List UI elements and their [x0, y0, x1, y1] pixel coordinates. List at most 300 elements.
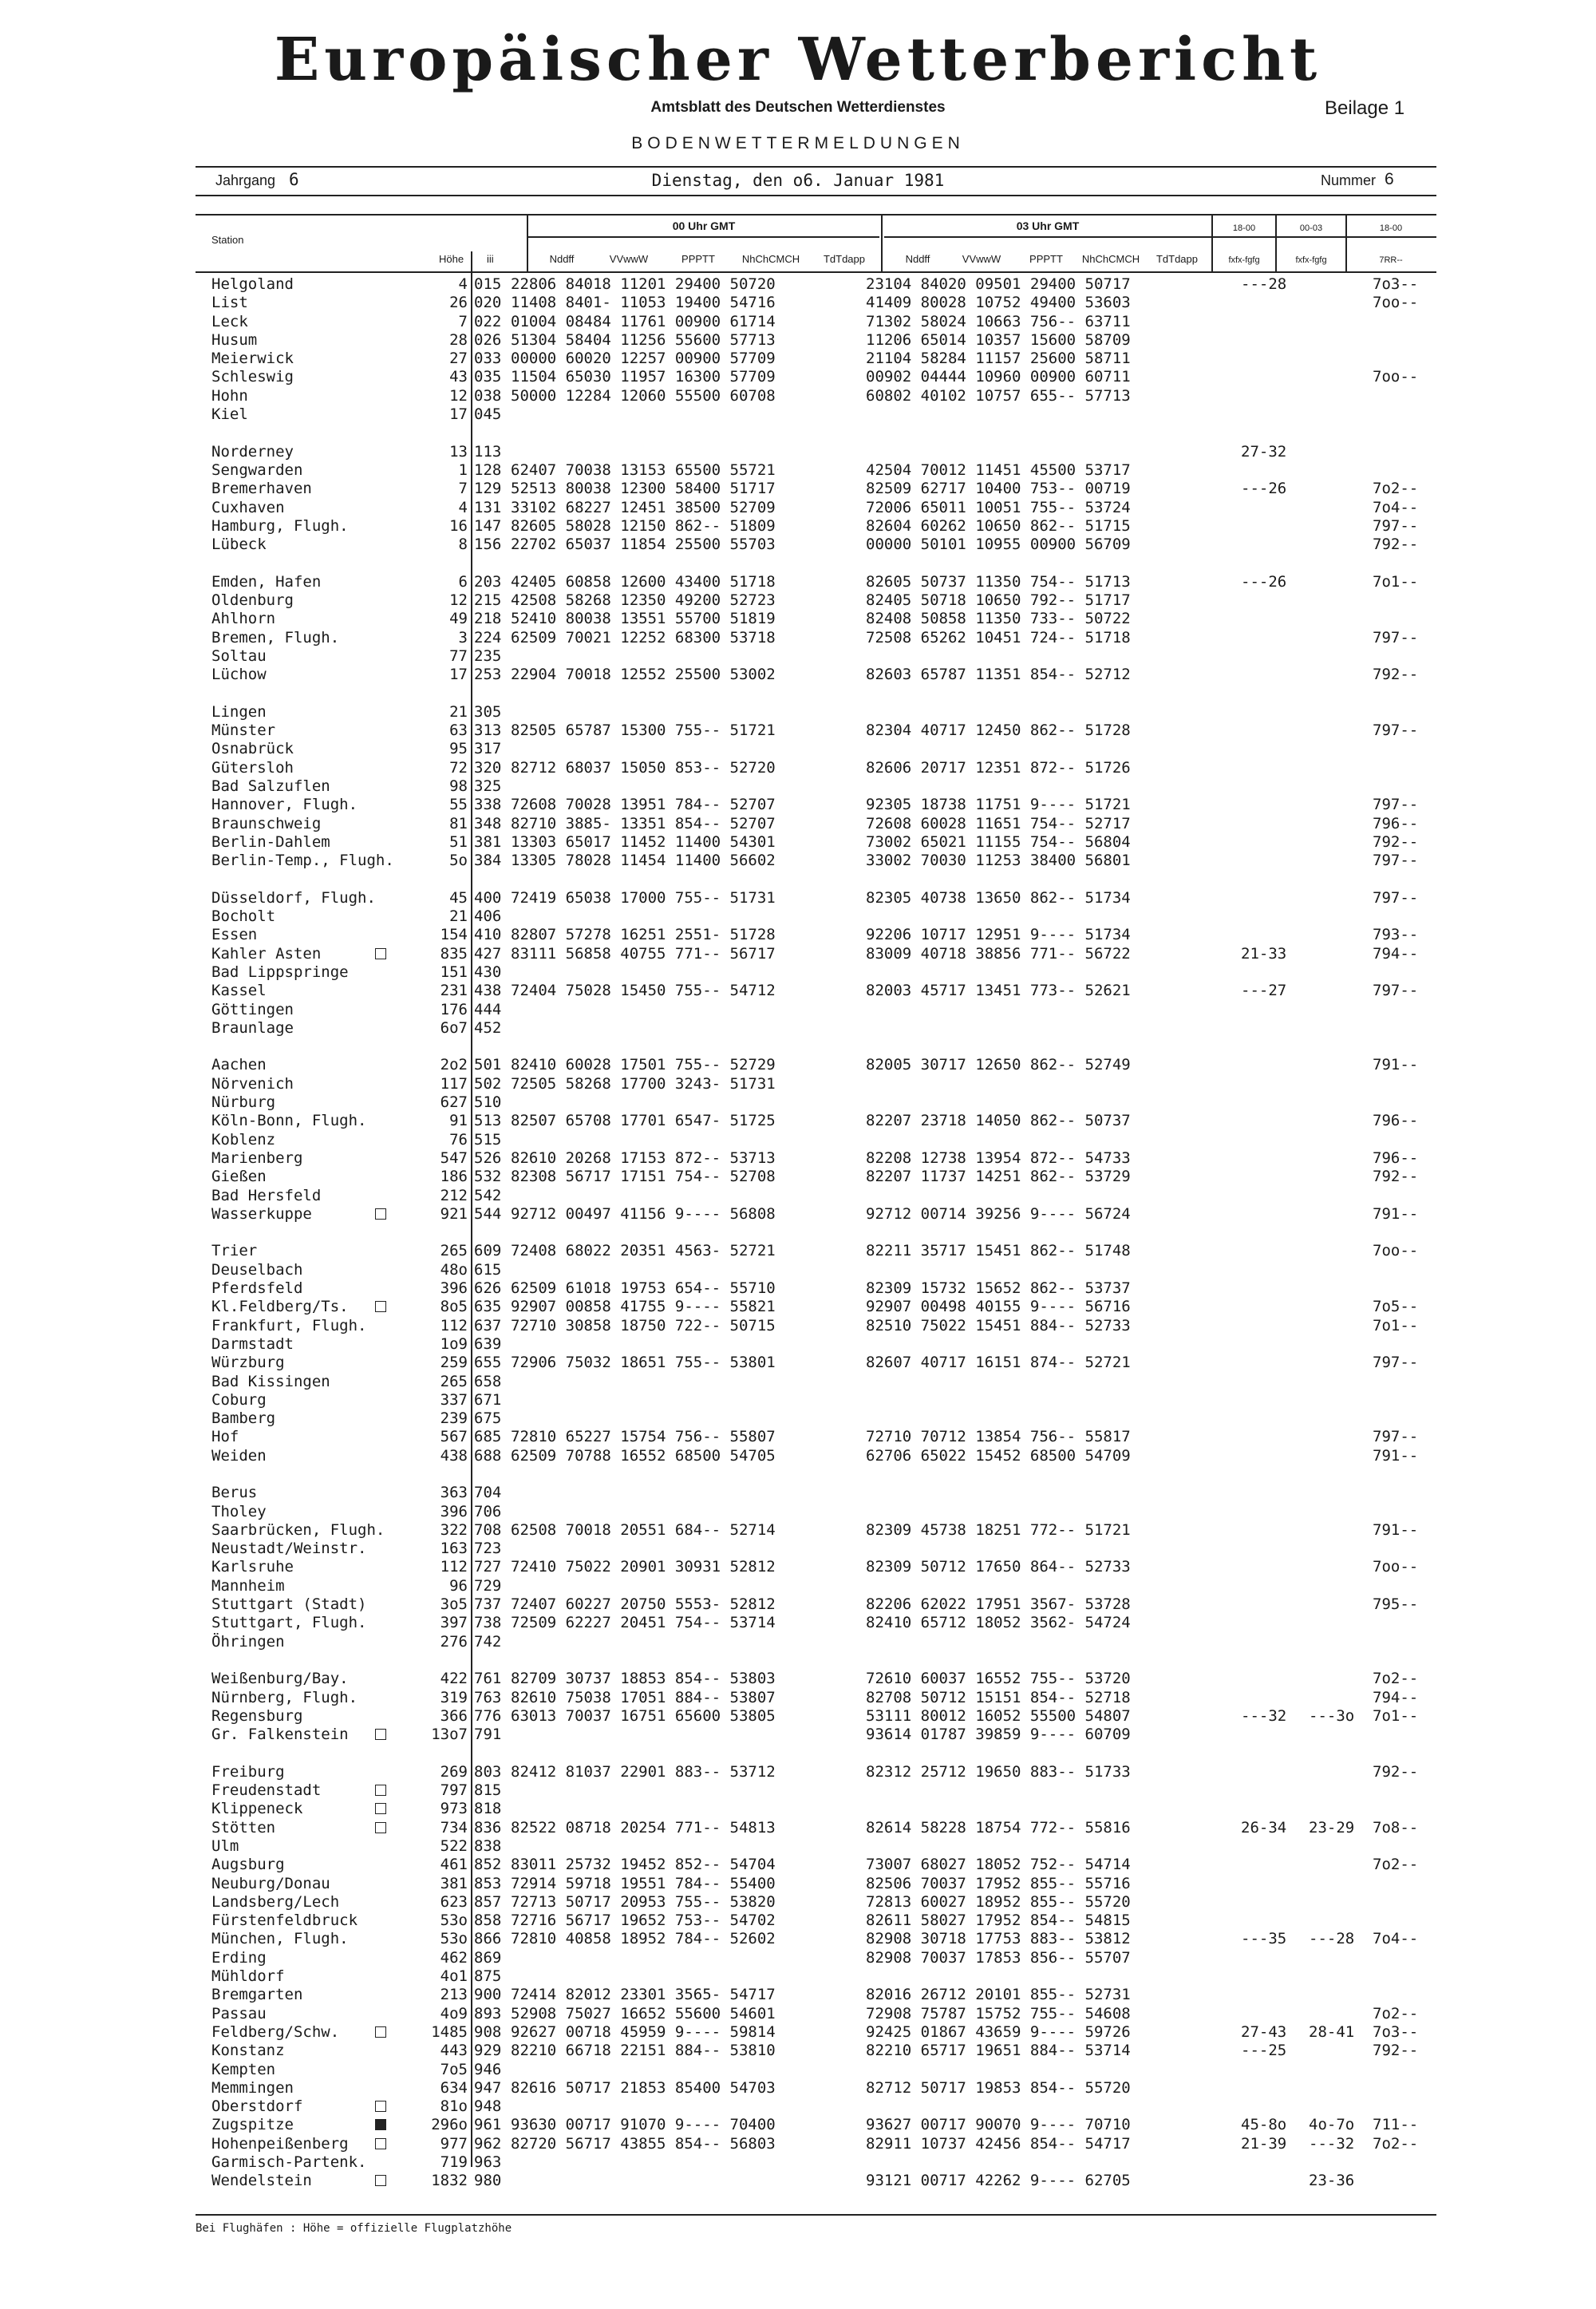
station-name: Kl.Feldberg/Ts.: [211, 1298, 349, 1316]
group-spacer: [0, 1465, 1596, 1484]
mountain-station-square-icon: [375, 1301, 386, 1312]
table-row: [0, 1595, 1596, 1614]
station-name: Pferdsfeld: [211, 1279, 303, 1298]
mountain-station-square-icon: [375, 948, 386, 959]
station-index: 635: [474, 1298, 502, 1316]
station-height: 55: [449, 796, 468, 814]
obs-03: 82408 50858 11350 733-- 50722: [866, 610, 1131, 628]
table-row: [0, 331, 1596, 350]
table-row: [0, 1279, 1596, 1298]
table-row: [0, 796, 1596, 814]
obs-00: 72716 56717 19652 753-- 54702: [511, 1912, 776, 1930]
station-index: 900: [474, 1986, 502, 2004]
extra-gust-00: ---28: [1309, 1930, 1355, 1948]
obs-03: 82614 58228 18754 772-- 55816: [866, 1818, 1131, 1837]
obs-03: 71302 58024 10663 756-- 63711: [866, 312, 1131, 330]
obs-00: 22806 84018 11201 29400 50720: [511, 275, 776, 293]
station-name: Osnabrück: [211, 740, 294, 758]
station-height: 81o: [440, 2097, 468, 2116]
station-name: Bocholt: [211, 907, 276, 926]
station-height: 269: [440, 1762, 468, 1781]
table-row: [0, 722, 1596, 740]
station-index: 513: [474, 1112, 502, 1130]
station-height: 163: [440, 1540, 468, 1558]
station-height: 95: [449, 740, 468, 758]
section-title: BODENWETTERMELDUNGEN: [631, 134, 965, 152]
station-height: 397: [440, 1614, 468, 1632]
issue-number: 6: [1385, 170, 1394, 188]
obs-00: 83111 56858 40755 771-- 56717: [511, 944, 776, 963]
station-index: 727: [474, 1558, 502, 1576]
extra-precip: 7o4--: [1373, 1930, 1419, 1948]
obs-03: 92206 10717 12951 9---- 51734: [866, 926, 1131, 944]
obs-03: 82506 70037 17952 855-- 55716: [866, 1874, 1131, 1892]
station-height: 6o7: [440, 1018, 468, 1037]
extra-precip: 796--: [1373, 1112, 1419, 1130]
table-row: [0, 1112, 1596, 1130]
station-height: 17: [449, 666, 468, 684]
table-row: [0, 1800, 1596, 1818]
mountain-station-square-icon: [375, 1822, 386, 1833]
station-height: 4: [458, 498, 468, 516]
obs-03: 23104 84020 09501 29400 50717: [866, 275, 1131, 293]
obs-03: 82605 50737 11350 754-- 51713: [866, 572, 1131, 591]
station-index: 708: [474, 1520, 502, 1539]
station-name: Husum: [211, 330, 258, 349]
extra-precip: 7o2--: [1373, 2004, 1419, 2022]
station-index: 147: [474, 516, 502, 535]
obs-03: 41409 80028 10752 49400 53603: [866, 294, 1131, 312]
obs-00: 62509 70788 16552 68500 54705: [511, 1446, 776, 1465]
station-index: 685: [474, 1428, 502, 1446]
station-index: 156: [474, 536, 502, 554]
extra-gust-00: ---3o: [1309, 1706, 1355, 1725]
extra-gust-18: 27-43: [1241, 2022, 1287, 2041]
station-index: 526: [474, 1149, 502, 1167]
table-row: [0, 1949, 1596, 1967]
station-height: 21: [449, 907, 468, 926]
extra-gust-00: 23-29: [1309, 1818, 1355, 1837]
table-row: [0, 2042, 1596, 2060]
table-row: [0, 1410, 1596, 1428]
station-height: 98: [449, 777, 468, 796]
obs-03: 72813 60027 18952 855-- 55720: [866, 1892, 1131, 1911]
obs-00: 92627 00718 45959 9---- 59814: [511, 2022, 776, 2041]
station-height: 49: [449, 610, 468, 628]
station-index: 317: [474, 740, 502, 758]
station-height: 835: [440, 944, 468, 963]
station-index: 235: [474, 646, 502, 665]
obs-03: 82611 58027 17952 854-- 54815: [866, 1912, 1131, 1930]
extra-gust-18: 21-33: [1241, 944, 1287, 963]
station-name: Stötten: [211, 1818, 276, 1837]
station-height: 212: [440, 1186, 468, 1204]
col-00-dewpoint: TdTdapp: [823, 253, 866, 265]
obs-03: 42504 70012 11451 45500 53717: [866, 461, 1131, 479]
col-00-clouds: NhChCMCH: [741, 253, 800, 265]
table-row: [0, 2005, 1596, 2023]
station-name: Kempten: [211, 2060, 276, 2078]
station-name: Freudenstadt: [211, 1781, 322, 1800]
rule-top: [196, 166, 1436, 168]
station-height: 522: [440, 1837, 468, 1855]
table-row: [0, 1019, 1596, 1038]
obs-03: 93614 01787 39859 9---- 60709: [866, 1726, 1131, 1744]
report-title: Europäischer Wetterbericht: [274, 26, 1322, 94]
station-index: 609: [474, 1242, 502, 1260]
obs-03: 60802 40102 10757 655-- 57713: [866, 386, 1131, 405]
extra-precip: 7o5--: [1373, 1298, 1419, 1316]
obs-00: 72408 68022 20351 4563- 52721: [511, 1242, 776, 1260]
table-row: [0, 926, 1596, 944]
station-name: Öhringen: [211, 1632, 285, 1651]
obs-00: 72404 75028 15450 755-- 54712: [511, 982, 776, 1000]
station-name: Koblenz: [211, 1130, 276, 1149]
obs-00: 11408 8401- 11053 19400 54716: [511, 294, 776, 312]
obs-00: 82605 58028 12150 862-- 51809: [511, 516, 776, 535]
station-height: 72: [449, 758, 468, 777]
station-height: 797: [440, 1781, 468, 1800]
station-index: 853: [474, 1874, 502, 1892]
mountain-station-square-icon: [375, 1729, 386, 1740]
station-name: Oberstdorf: [211, 2097, 303, 2116]
station-height: 396: [440, 1279, 468, 1298]
obs-03: 72508 65262 10451 724-- 51718: [866, 628, 1131, 646]
obs-03: 82309 50712 17650 864-- 52733: [866, 1558, 1131, 1576]
station-height: 461: [440, 1856, 468, 1874]
station-index: 791: [474, 1726, 502, 1744]
table-row: [0, 1428, 1596, 1446]
obs-03: 73007 68027 18052 752-- 54714: [866, 1856, 1131, 1874]
obs-03: 82312 25712 19650 883-- 51733: [866, 1762, 1131, 1781]
table-row: [0, 1763, 1596, 1781]
table-row: [0, 1503, 1596, 1521]
station-index: 020: [474, 294, 502, 312]
table-row: [0, 573, 1596, 591]
station-name: Konstanz: [211, 2042, 285, 2060]
table-row: [0, 1056, 1596, 1074]
footnote: Bei Flughäfen : Höhe = offizielle Flugplatzhöhe: [196, 2222, 512, 2235]
col-03-ppptt: PPPTT: [1029, 253, 1063, 265]
obs-00: 82807 57278 16251 2551- 51728: [511, 926, 776, 944]
station-height: 51: [449, 832, 468, 851]
station-name: Passau: [211, 2004, 267, 2022]
obs-00: 00000 60020 12257 00900 57709: [511, 350, 776, 368]
table-row: [0, 1521, 1596, 1540]
station-name: Essen: [211, 926, 258, 944]
station-name: Neustadt/Weinstr.: [211, 1540, 367, 1558]
col-iii: iii: [487, 253, 494, 265]
table-row: [0, 1912, 1596, 1930]
station-name: Schleswig: [211, 368, 294, 386]
station-name: Bremgarten: [211, 1986, 303, 2004]
table-row: [0, 368, 1596, 386]
station-name: Soltau: [211, 646, 267, 665]
obs-00: 82410 60028 17501 755-- 52729: [511, 1056, 776, 1074]
station-height: 973: [440, 1800, 468, 1818]
station-name: Cuxhaven: [211, 498, 285, 516]
col-03-dewpoint: TdTdapp: [1156, 253, 1199, 265]
obs-00: 62509 61018 19753 654-- 55710: [511, 1279, 776, 1298]
station-index: 406: [474, 907, 502, 926]
extra-precip: 796--: [1373, 814, 1419, 832]
table-row: [0, 2116, 1596, 2134]
obs-03: 83009 40718 38856 771-- 56722: [866, 944, 1131, 963]
station-name: Aachen: [211, 1056, 267, 1074]
extra-precip: 792--: [1373, 2042, 1419, 2060]
obs-00: 72608 70028 13951 784-- 52707: [511, 796, 776, 814]
station-name: Meierwick: [211, 350, 294, 368]
extra-precip: 797--: [1373, 1354, 1419, 1372]
obs-00: 82710 3885- 13351 854-- 52707: [511, 814, 776, 832]
station-height: 26: [449, 294, 468, 312]
extra-gust-00: ---32: [1309, 2134, 1355, 2153]
station-height: 296o: [431, 2116, 468, 2134]
station-height: 53o: [440, 1930, 468, 1948]
station-index: 224: [474, 628, 502, 646]
station-name: Helgoland: [211, 275, 294, 293]
station-name: Berlin-Temp., Flugh.: [211, 852, 394, 870]
extra-gust-18: 45-8o: [1241, 2116, 1287, 2134]
extra-precip: 7o2--: [1373, 480, 1419, 498]
col-station: Station: [211, 234, 244, 246]
station-index: 325: [474, 777, 502, 796]
col-group-03: 03 Uhr GMT: [1016, 219, 1080, 232]
station-index: 962: [474, 2134, 502, 2153]
extra-precip: 7o8--: [1373, 1818, 1419, 1837]
obs-03: 82603 65787 11351 854-- 52712: [866, 666, 1131, 684]
extra-precip: 7o1--: [1373, 1316, 1419, 1334]
obs-03: 82309 15732 15652 862-- 53737: [866, 1279, 1131, 1298]
station-height: 8: [458, 536, 468, 554]
station-index: 947: [474, 2078, 502, 2097]
extra-gust-00: 4o-7o: [1309, 2116, 1355, 2134]
mountain-station-square-icon: [375, 2101, 386, 2112]
station-height: 4o1: [440, 1967, 468, 1986]
table-row: [0, 517, 1596, 536]
obs-03: 92712 00714 39256 9---- 56724: [866, 1204, 1131, 1223]
table-row: [0, 963, 1596, 982]
station-height: 337: [440, 1390, 468, 1409]
station-index: 776: [474, 1706, 502, 1725]
station-index: 763: [474, 1688, 502, 1706]
station-index: 908: [474, 2022, 502, 2041]
station-index: 948: [474, 2097, 502, 2116]
station-index: 128: [474, 461, 502, 479]
filled-square-icon: [375, 2119, 386, 2130]
station-index: 305: [474, 702, 502, 721]
station-height: 3: [458, 628, 468, 646]
table-row: [0, 1093, 1596, 1112]
obs-03: 82016 26712 20101 855-- 52731: [866, 1986, 1131, 2004]
station-index: 542: [474, 1186, 502, 1204]
table-row: [0, 2079, 1596, 2097]
table-row: [0, 1930, 1596, 1948]
group-rule-extra: [1211, 236, 1436, 238]
station-index: 671: [474, 1390, 502, 1409]
station-index: 320: [474, 758, 502, 777]
station-name: Göttingen: [211, 1000, 294, 1018]
station-name: Emden, Hafen: [211, 572, 322, 591]
station-height: 43: [449, 368, 468, 386]
station-height: 117: [440, 1074, 468, 1093]
station-name: Bad Lippspringe: [211, 963, 349, 981]
obs-00: 92712 00497 41156 9---- 56808: [511, 1204, 776, 1223]
group-spacer: [0, 1744, 1596, 1762]
table-row: [0, 461, 1596, 480]
station-name: Berlin-Dahlem: [211, 832, 330, 851]
station-table: [0, 275, 1596, 2191]
obs-00: 22702 65037 11854 25500 55703: [511, 536, 776, 554]
station-height: 921: [440, 1204, 468, 1223]
obs-00: 62509 70021 12252 68300 53718: [511, 628, 776, 646]
rule-bottom: [196, 2214, 1436, 2216]
station-height: 12: [449, 591, 468, 610]
station-name: Lingen: [211, 702, 267, 721]
station-height: 112: [440, 1558, 468, 1576]
station-name: Regensburg: [211, 1706, 303, 1725]
station-name: Tholey: [211, 1502, 267, 1520]
station-index: 818: [474, 1800, 502, 1818]
station-name: Nürnberg, Flugh.: [211, 1688, 358, 1706]
extra-precip: 791--: [1373, 1204, 1419, 1223]
obs-00: 11504 65030 11957 16300 57709: [511, 368, 776, 386]
station-index: 501: [474, 1056, 502, 1074]
table-row: [0, 1335, 1596, 1354]
table-row: [0, 1726, 1596, 1744]
station-height: 4: [458, 275, 468, 293]
obs-00: 82505 65787 15300 755-- 51721: [511, 722, 776, 740]
station-name: Braunlage: [211, 1018, 294, 1037]
extra-gust-00: 23-36: [1309, 2172, 1355, 2190]
extra-gust-18: ---35: [1241, 1930, 1287, 1948]
table-row: [0, 852, 1596, 870]
table-row: [0, 294, 1596, 312]
obs-00: 72906 75032 18651 755-- 53801: [511, 1354, 776, 1372]
station-index: 131: [474, 498, 502, 516]
extra-precip: 7oo--: [1373, 1242, 1419, 1260]
obs-00: 82712 68037 15050 853-- 52720: [511, 758, 776, 777]
obs-03: 92907 00498 40155 9---- 56716: [866, 1298, 1131, 1316]
group-spacer: [0, 1651, 1596, 1670]
station-index: 218: [474, 610, 502, 628]
obs-03: 82410 65712 18052 3562- 54724: [866, 1614, 1131, 1632]
station-name: Erding: [211, 1948, 267, 1967]
table-row: [0, 2135, 1596, 2153]
station-index: 893: [474, 2004, 502, 2022]
obs-00: 22904 70018 12552 25500 53002: [511, 666, 776, 684]
station-height: 6: [458, 572, 468, 591]
obs-03: 82606 20717 12351 872-- 51726: [866, 758, 1131, 777]
extra-precip: 797--: [1373, 982, 1419, 1000]
station-index: 866: [474, 1930, 502, 1948]
station-index: 381: [474, 832, 502, 851]
table-row: [0, 1373, 1596, 1391]
table-row: [0, 1261, 1596, 1279]
group-spacer: [0, 1224, 1596, 1242]
station-name: Lüchow: [211, 666, 267, 684]
obs-03: 82005 30717 12650 862-- 52749: [866, 1056, 1131, 1074]
station-height: 627: [440, 1093, 468, 1112]
obs-03: 82206 62022 17951 3567- 53728: [866, 1595, 1131, 1614]
station-name: Augsburg: [211, 1856, 285, 1874]
obs-00: 72407 60227 20750 5553- 52812: [511, 1595, 776, 1614]
station-index: 253: [474, 666, 502, 684]
station-index: 452: [474, 1018, 502, 1037]
station-name: Feldberg/Schw.: [211, 2022, 340, 2041]
station-name: Kiel: [211, 405, 248, 424]
station-index: 852: [474, 1856, 502, 1874]
table-row: [0, 1317, 1596, 1335]
table-row: [0, 907, 1596, 926]
station-index: 502: [474, 1074, 502, 1093]
station-index: 738: [474, 1614, 502, 1632]
station-name: Weiden: [211, 1446, 267, 1465]
station-name: Hohn: [211, 386, 248, 405]
obs-00: 13305 78028 11454 11400 56602: [511, 852, 776, 870]
extra-gust-18: 21-39: [1241, 2134, 1287, 2153]
station-height: 1: [458, 461, 468, 479]
extra-precip: 797--: [1373, 516, 1419, 535]
table-row: [0, 1131, 1596, 1149]
station-index: 704: [474, 1484, 502, 1502]
table-row: [0, 499, 1596, 517]
station-height: 81: [449, 814, 468, 832]
station-name: Karlsruhe: [211, 1558, 294, 1576]
rule-under-date: [196, 195, 1436, 196]
supplement-label: Beilage 1: [1325, 97, 1405, 119]
table-row: [0, 1447, 1596, 1465]
station-name: Marienberg: [211, 1149, 303, 1167]
station-name: Landsberg/Lech: [211, 1892, 340, 1911]
obs-00: 52908 75027 16652 55600 54601: [511, 2004, 776, 2022]
station-index: 348: [474, 814, 502, 832]
group-spacer: [0, 871, 1596, 889]
station-index: 706: [474, 1502, 502, 1520]
table-row: [0, 1149, 1596, 1168]
station-height: 634: [440, 2078, 468, 2097]
obs-03: 82510 75022 15451 884-- 52733: [866, 1316, 1131, 1334]
column-divider-03: [881, 214, 883, 271]
station-name: Garmisch-Partenk.: [211, 2153, 367, 2171]
table-row: [0, 480, 1596, 498]
obs-00: 72810 65227 15754 756-- 55807: [511, 1428, 776, 1446]
mountain-station-square-icon: [375, 1803, 386, 1814]
group-rule-00: [528, 236, 879, 238]
table-row: [0, 2172, 1596, 2190]
table-row: [0, 1187, 1596, 1205]
station-height: 8o5: [440, 1298, 468, 1316]
group-spacer: [0, 424, 1596, 442]
table-row: [0, 2097, 1596, 2116]
extra-precip: 797--: [1373, 796, 1419, 814]
station-name: Klippeneck: [211, 1800, 303, 1818]
station-height: 734: [440, 1818, 468, 1837]
obs-03: 82911 10737 42456 854-- 54717: [866, 2134, 1131, 2153]
obs-00: 82210 66718 22151 884-- 53810: [511, 2042, 776, 2060]
station-index: 803: [474, 1762, 502, 1781]
station-index: 430: [474, 963, 502, 981]
station-height: 7o5: [440, 2060, 468, 2078]
table-row: [0, 1856, 1596, 1874]
table-row: [0, 350, 1596, 368]
station-name: Nürburg: [211, 1093, 276, 1112]
table-row: [0, 1354, 1596, 1372]
extra-precip: 797--: [1373, 628, 1419, 646]
table-row: [0, 740, 1596, 758]
obs-00: 82522 08718 20254 771-- 54813: [511, 1818, 776, 1837]
obs-00: 72414 82012 23301 3565- 54717: [511, 1986, 776, 2004]
